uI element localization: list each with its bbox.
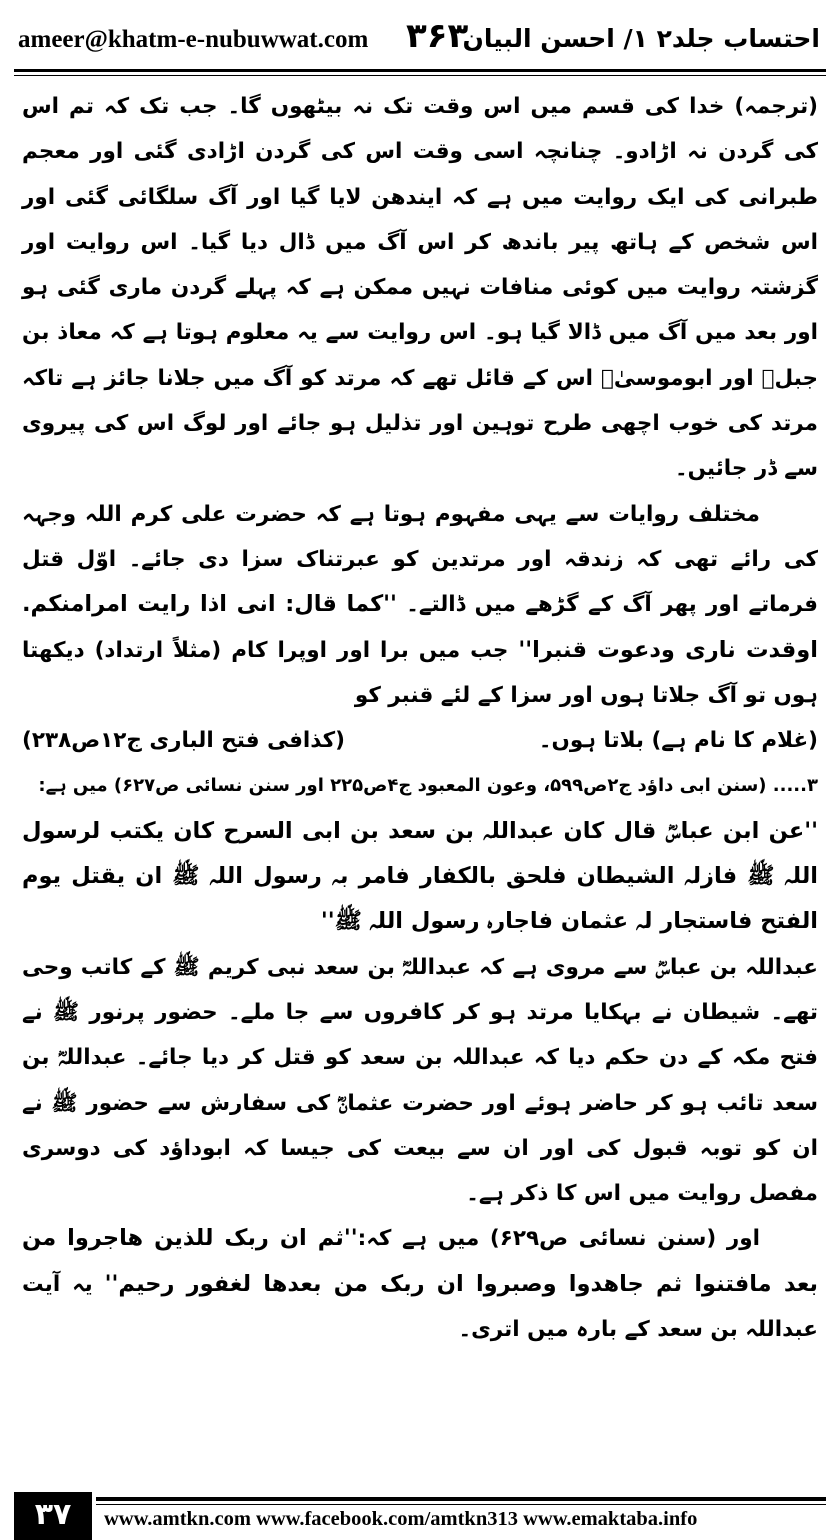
hadith-arabic: ''عن ابن عباسؓ قال کان عبداللہ بن سعد بن ابی السرح کان یکتب لرسول اللہ ﷺ فازلہ الشیطان فلحق بالکفار فامر بہ رسول اللہ ﷺ ان یقتل یوم الفتح فاستجار لہ عثمان فاجارہ رسول اللہ ﷺ''	[22, 817, 818, 935]
header-rule-thin	[14, 75, 826, 76]
paragraph-translation: (ترجمہ) خدا کی قسم میں اس وقت تک نہ بیٹھوں گا۔ جب تک کہ تم اس کی گردن نہ اڑادو۔ چنانچہ اسی وقت اس کی گردن اڑادی گئی اور معجم طبرانی کی ایک روایت میں ہے کہ ایندھن لایا گیا اور آگ سلگائی گئی اور اس شخص کے ہاتھ پیر باندھ کر اس آگ میں ڈال دیا گیا۔ اس روایت اور گزشتہ روایت میں کوئی منافات نہیں ممکن ہے کہ پہلے گردن ماری گئی ہو اور بعد میں آگ میں ڈالا گیا ہو۔ اس روایت سے یہ معلوم ہوتا ہے کہ معاذ بن جبلؓ اور ابوموسیٰؓ اس کے قائل تھے کہ مرتد کو آگ میں جلانا جائز ہے تاکہ مرتد کی خوب اچھی طرح توہین اور تذلیل ہو جائے اور لوگ اس کی پیروی سے ڈر جائیں۔	[22, 94, 818, 482]
paragraph-nasai	[22, 1216, 818, 1352]
footer-page-number: ۳۷	[14, 1492, 92, 1540]
footer-rule-thin	[96, 1504, 826, 1505]
footer-rule-thick	[96, 1497, 826, 1501]
header-rule-thick	[14, 69, 826, 72]
quran-verse: ''ثم ان ربک للذین ھاجروا من بعد مافتنوا ثم جاھدوا وصبروا ان ربک من بعدھا لغفور رحیم''	[22, 1225, 818, 1297]
arabic-quote-ali: ''کما قال: انی اذا رایت امرامنکم. اوقدت ناری ودعوت قنبرا''	[22, 591, 818, 663]
citation-fath-al-bari: (کذافی فتح الباری ج۱۲ص۲۳۸)	[22, 728, 346, 754]
citation-line	[22, 718, 818, 763]
paragraph-ali-opinion-text: مختلف روایات سے یہی مفہوم ہوتا ہے کہ حضرت علی کرم اللہ وجہہ کی رائے تھی کہ زندقہ اور مرتدین کو عبرتناک سزا دی جائے۔ اوّل قتل فرماتے اور پھر آگ کے گڑھے میں ڈالتے۔	[22, 501, 818, 618]
page-header	[14, 10, 826, 70]
paragraph-ali-opinion	[22, 492, 818, 718]
page-body	[22, 84, 818, 1352]
quote-translation: جب میں برا اور اوپرا کام (مثلاً ارتداد) دیکھتا ہوں تو آگ جلاتا ہوں اور سزا کے لئے قنبر کو	[22, 637, 818, 708]
nasai-intro: اور (سنن نسائی ص۶۲۹) میں ہے کہ:	[357, 1226, 760, 1252]
header-email: ameer@khatm-e-nubuwwat.com	[18, 26, 369, 53]
header-book-title: احتساب جلد۲ ۱/ احسن البیان	[462, 24, 820, 53]
quote-translation-end: (غلام کا نام ہے) بلاتا ہوں۔	[538, 728, 818, 754]
verse-note: یہ آیت عبداللہ بن سعد کے بارہ میں اتری۔	[22, 1271, 818, 1343]
paragraph-abdullah-bin-saad: عبداللہ بن عباسؓ سے مروی ہے کہ عبداللہؓ بن سعد نبی کریم ﷺ کے کاتب وحی تھے۔ شیطان نے بہکایا مرتد ہو کر کافروں سے جا ملے۔ حضور پرنور ﷺ نے فتح مکہ کے دن حکم دیا کہ عبداللہ بن سعد کو قتل کر دیا جائے۔ عبداللہؓ بن سعد تائب ہو کر حاضر ہوئے اور حضرت عثمانؓ کی سفارش سے حضور ﷺ نے ان کو توبہ قبول کی اور ان سے بیعت کی جیسا کہ ابوداؤد کی دوسری مفصل روایت میں اس کا ذکر ہے۔	[22, 954, 818, 1207]
header-page-number: ۳۶۳	[406, 16, 469, 56]
footer-links: www.amtkn.com www.facebook.com/amtkn313 www.emaktaba.info	[104, 1508, 698, 1530]
footnote-3: ۳..... (سنن ابی داؤد ج۲ص۵۹۹، وعون المعبود ج۴ص۲۲۵ اور سنن نسائی ص۶۲۷) میں ہے:	[38, 775, 818, 797]
